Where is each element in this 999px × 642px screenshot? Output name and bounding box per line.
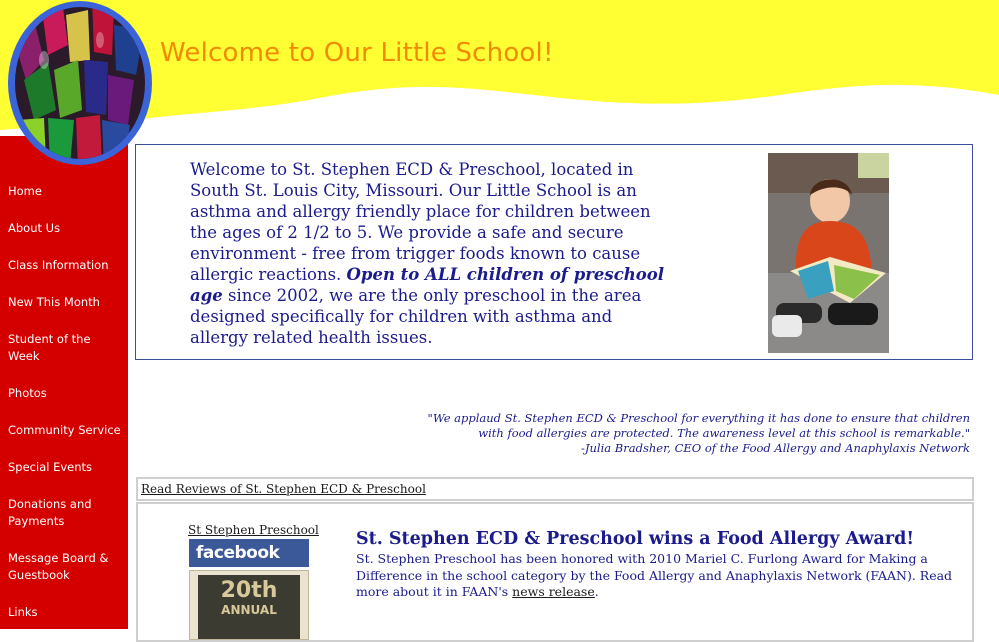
- news-box: [136, 502, 974, 642]
- intro-text-start: Welcome to St. Stephen ECD & Preschool, located in South St. Louis City, Missouri. Our Little School is an asthma and allergy friendly place for children between the ages of 2 1/2 to 5. We provide a safe and secure environment - free from trigger foods known to cause allergic reactions.: [190, 160, 651, 284]
- award-badge-number: 20th: [220, 578, 278, 603]
- nav-special-events[interactable]: Special Events: [8, 460, 93, 474]
- quote-line-1: "We applaud St. Stephen ECD & Preschool for everything it has done to ensure that children: [427, 411, 970, 425]
- intro-emphasis: Open to ALL children of preschool age: [190, 265, 665, 305]
- intro-text-end: since 2002, we are the only preschool in the area designed specifically for children with asthma and allergy related health issues.: [190, 286, 642, 347]
- intro-text: [190, 159, 670, 348]
- facebook-badge[interactable]: facebook: [189, 539, 309, 567]
- quote-line-2: with food allergies are protected. The awareness level at this school is remarkable.": [478, 426, 970, 440]
- sidebar: [0, 136, 128, 629]
- nav-links[interactable]: Links: [8, 605, 38, 619]
- nav-community-service[interactable]: Community Service: [8, 423, 121, 437]
- facebook-page-link[interactable]: St Stephen Preschool: [188, 523, 319, 537]
- nav-donations-and-payments[interactable]: Donations and Payments: [8, 497, 92, 528]
- nav-student-of-the-week[interactable]: Student of the Week: [8, 332, 91, 363]
- news-release-link[interactable]: news release: [512, 584, 595, 599]
- news-body-end: .: [594, 584, 599, 599]
- reviews-box: [136, 477, 974, 501]
- news-body: [356, 551, 971, 601]
- nav-about-us[interactable]: About Us: [8, 221, 61, 235]
- award-badge: [198, 575, 300, 639]
- nav-home[interactable]: Home: [8, 184, 42, 198]
- child-reading-photo: [768, 153, 889, 353]
- award-logo-image: [189, 570, 309, 640]
- news-headline: St. Stephen ECD & Preschool wins a Food Allergy Award!: [356, 529, 915, 549]
- award-badge-word: ANNUAL: [221, 603, 277, 617]
- nav-new-this-month[interactable]: New This Month: [8, 295, 100, 309]
- nav-class-information[interactable]: Class Information: [8, 258, 109, 272]
- crayon-logo: [4, 0, 152, 168]
- testimonial-quote: [400, 411, 970, 456]
- site-title: Welcome to Our Little School!: [160, 38, 554, 68]
- read-reviews-link[interactable]: Read Reviews of St. Stephen ECD & Preschool: [141, 482, 426, 496]
- intro-box: [135, 144, 973, 360]
- quote-attribution: -Julia Bradsher, CEO of the Food Allergy and Anaphylaxis Network: [581, 441, 970, 455]
- news-body-text: St. Stephen Preschool has been honored with 2010 Mariel C. Furlong Award for Making a Difference in the school category by the Food Allergy and Anaphylaxis Network (FAAN). Read more about it in FAAN's: [356, 551, 953, 599]
- nav-message-board[interactable]: Message Board & Guestbook: [8, 551, 109, 582]
- nav-photos[interactable]: Photos: [8, 386, 47, 400]
